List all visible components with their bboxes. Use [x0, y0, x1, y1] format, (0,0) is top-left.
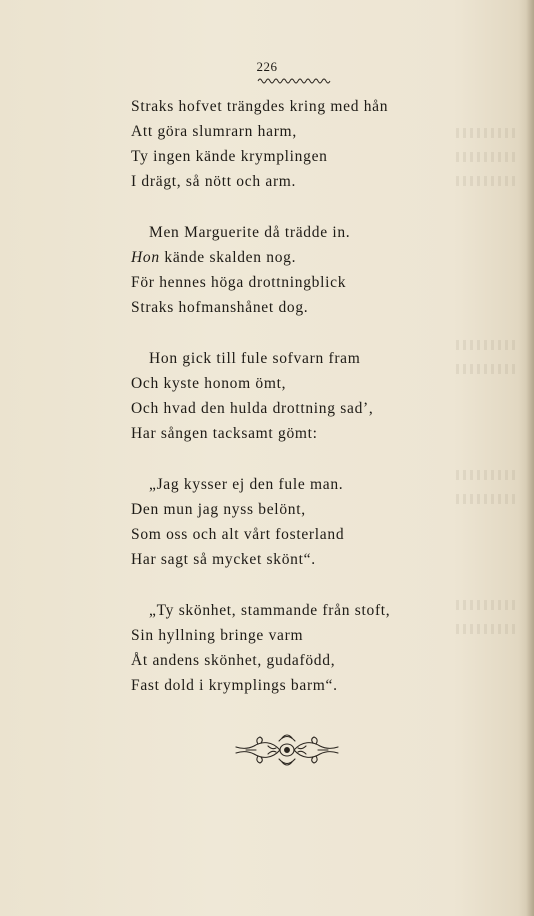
verse-line: Åt andens skönhet, gudafödd,	[131, 652, 336, 669]
verse-line: Den mun jag nyss belönt,	[131, 501, 306, 518]
verse-line: Straks hofvet trängdes kring med hån	[131, 98, 389, 115]
verse-line: Sin hyllning bringe varm	[131, 627, 304, 644]
stanza-2	[131, 220, 471, 320]
verse-line: „Ty skönhet, stammande från stoft,	[149, 602, 391, 619]
stanza-3	[131, 346, 471, 446]
verse-line: För hennes höga drottningblick	[131, 274, 347, 291]
verse-line: Har sången tacksamt gömt:	[131, 425, 318, 442]
wavy-line-ornament-icon	[256, 76, 332, 86]
verse-line: Som oss och alt vårt fosterland	[131, 526, 345, 543]
verse-line: Och hvad den hulda drottning sad’,	[131, 400, 374, 417]
page-edge-shadow	[526, 0, 534, 916]
verse-line: Och kyste honom ömt,	[131, 375, 287, 392]
stanza-1	[131, 94, 471, 194]
stanza-4	[131, 472, 471, 572]
verse-line: Hon gick till fule sofvarn fram	[149, 350, 361, 367]
verse-line: Har sagt så mycket skönt“.	[131, 551, 316, 568]
verse-line: Att göra slumrarn harm,	[131, 123, 297, 140]
verse-line: Men Marguerite då trädde in.	[149, 224, 351, 241]
page-number: 226	[256, 59, 278, 74]
verse-line-rest: kände skalden nog.	[159, 249, 297, 266]
verse-line: Straks hofmanshånet dog.	[131, 299, 309, 316]
floral-tailpiece-ornament-icon	[232, 729, 342, 771]
verse-line: „Jag kysser ej den fule man.	[149, 476, 344, 493]
verse-line: Ty ingen kände krymplingen	[131, 148, 328, 165]
emphasized-word: Hon	[131, 249, 160, 266]
verse-line	[131, 245, 471, 270]
poem	[131, 94, 471, 724]
verse-line: Fast dold i krymplings barm“.	[131, 677, 338, 694]
stanza-5	[131, 598, 471, 698]
verse-line: I drägt, så nött och arm.	[131, 173, 297, 190]
